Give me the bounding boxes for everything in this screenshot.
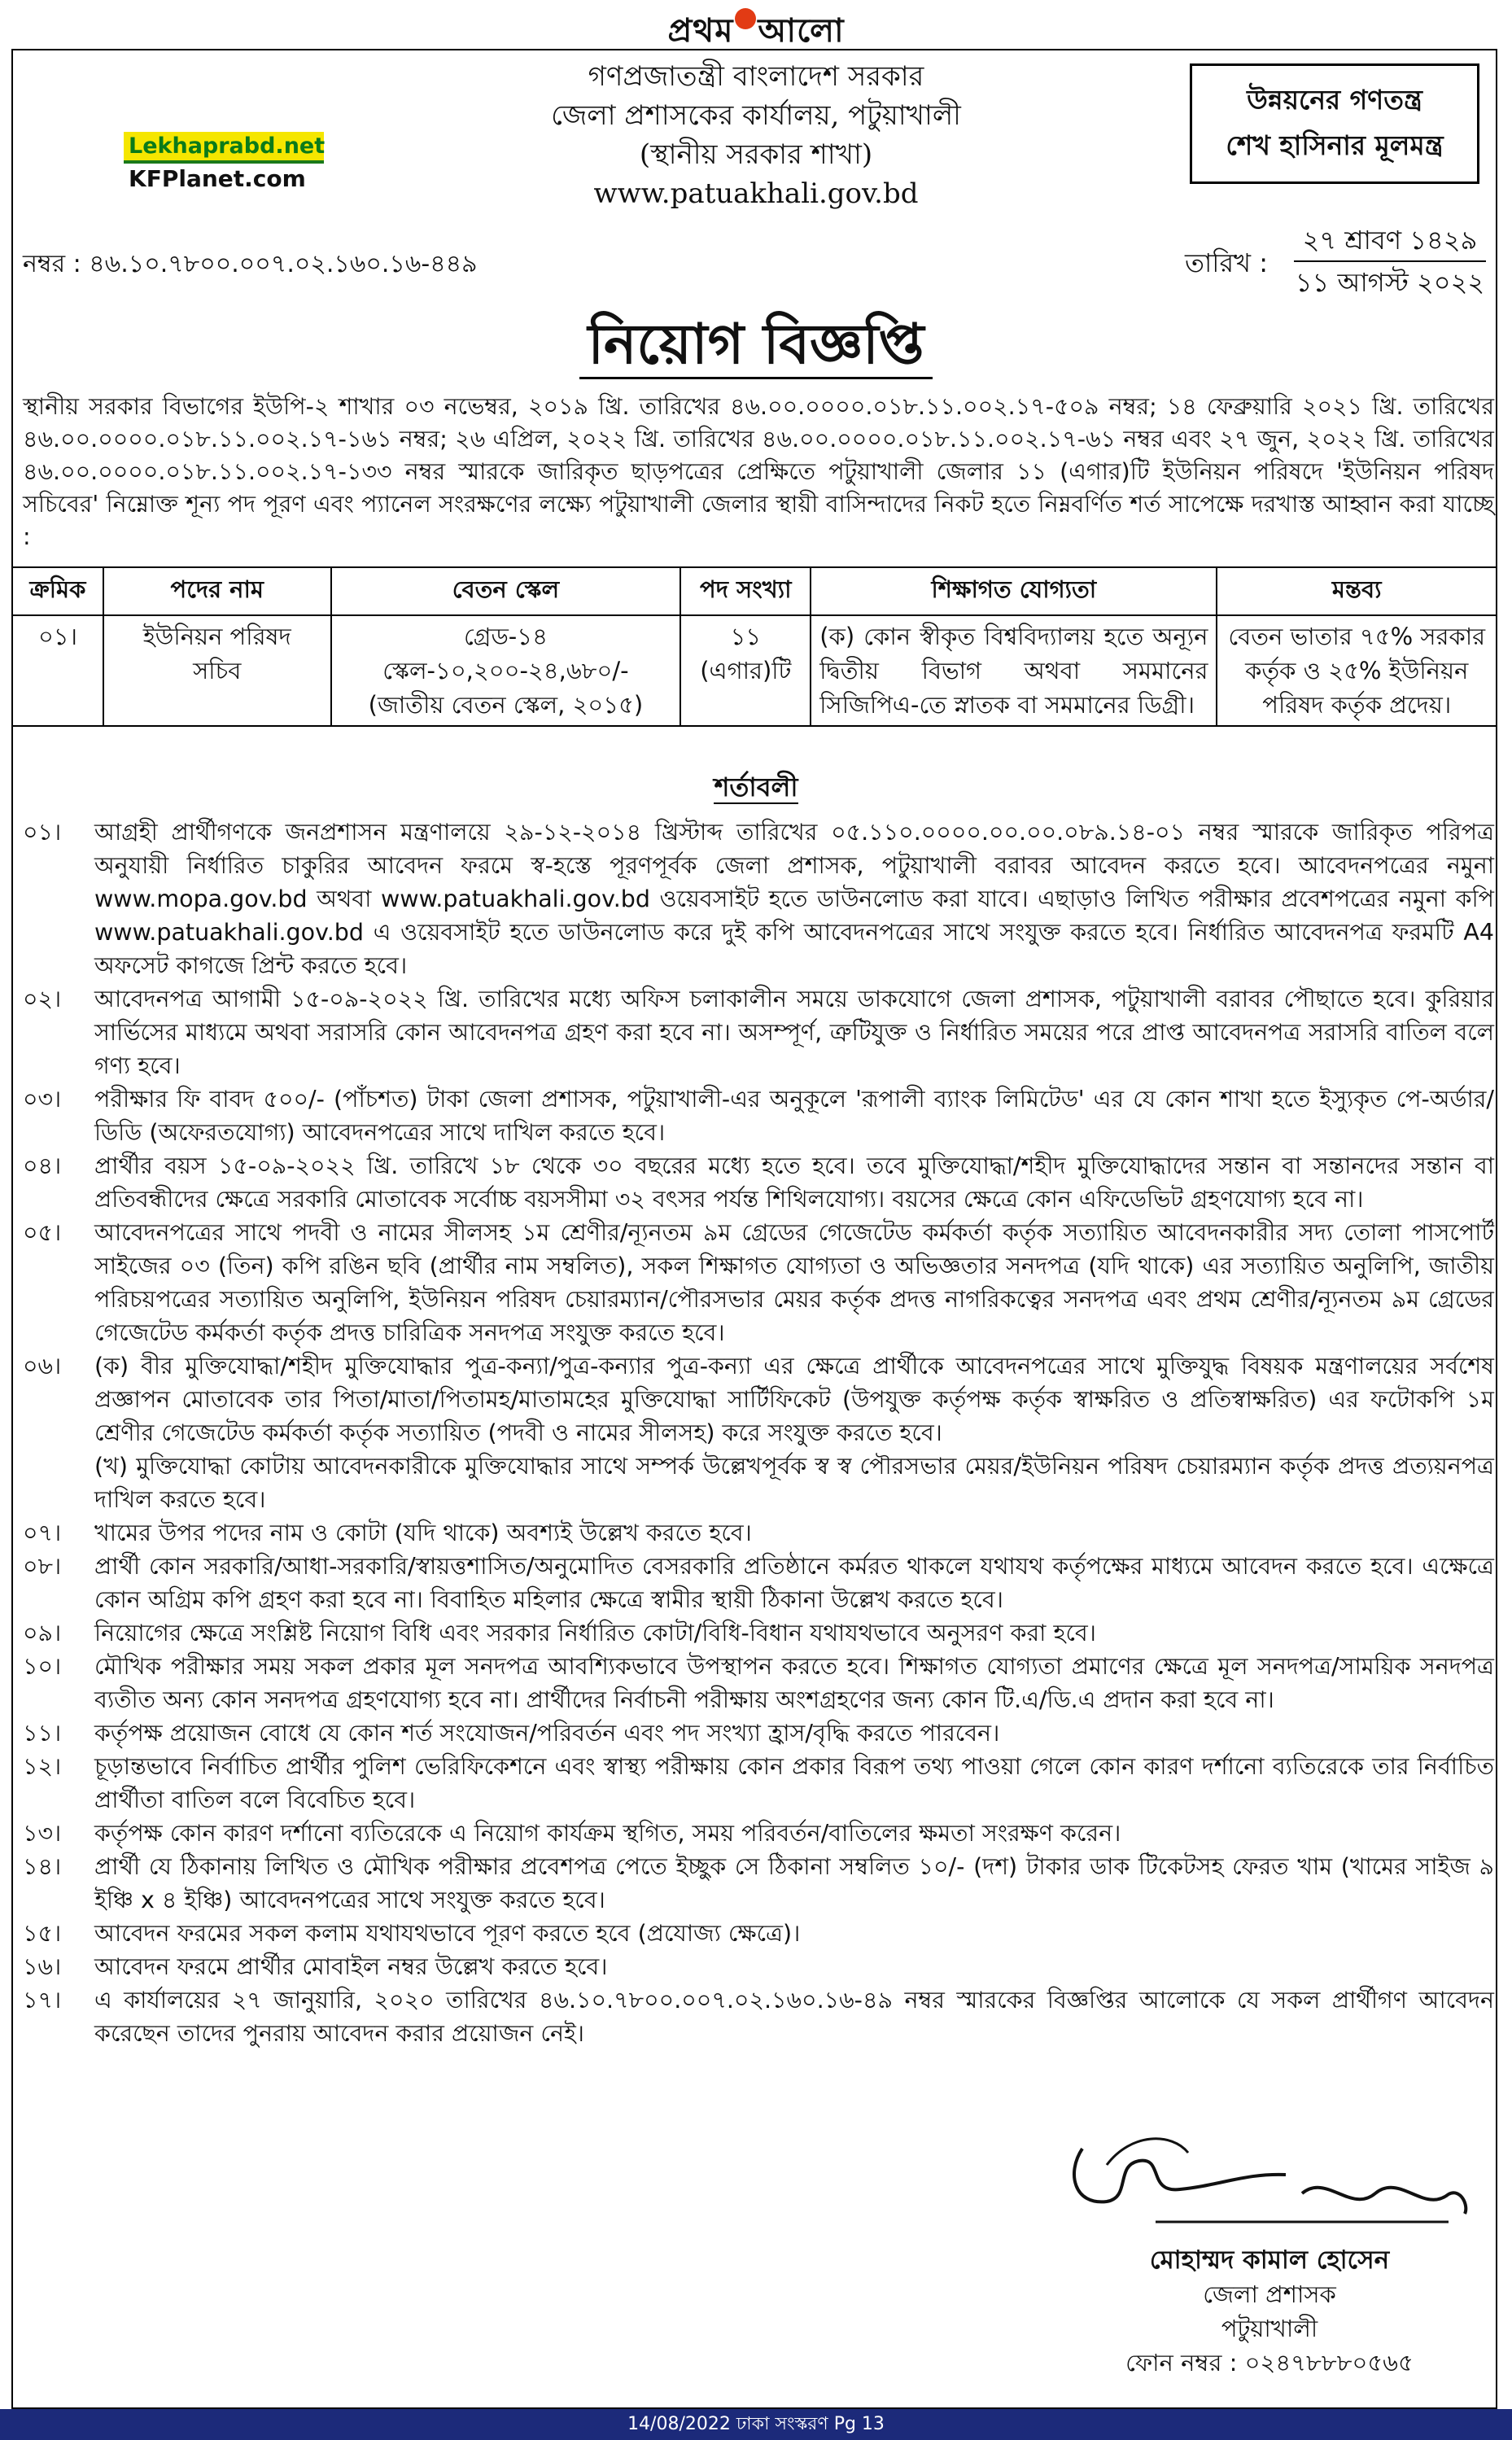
condition-number: ০৩। (23, 1086, 62, 1113)
condition-text: আবেদনপত্র আগামী ১৫-০৯-২০২২ খ্রি. তারিখের মধ্যে অফিস চলাকালীন সময়ে ডাকযোগে জেলা প্রশাসক, পটুয়াখালী বরাবর পৌছাতে হবে। কুরিয়ার সার্ভিসের মাধ্যমে অথবা সরাসরি কোন আবেদনপত্র গ্রহণ করা হবে না। অসম্পূর্ণ, ত্রুটিযুক্ত ও নির্ধারিত সময়ের পরে প্রাপ্ত আবেদনপত্র সরাসরি বাতিল বলে গণ্য হবে। (94, 986, 1494, 1079)
slogan-line2: শেখ হাসিনার মূলমন্ত্র (1226, 129, 1444, 161)
condition-number: ১৫। (23, 1920, 62, 1947)
officer-designation: জেলা প্রশাসক (1203, 2280, 1336, 2308)
intro-paragraph: স্থানীয় সরকার বিভাগের ইউপি-২ শাখার ০৩ নভেম্বর, ২০১৯ খ্রি. তারিখের ৪৬.০০.০০০০.০১৮.১১.০০২.১৭-৫০৯ নম্বর; ১৪ ফেব্রুয়ারি ২০২১ খ্রি. তারিখের ৪৬.০০.০০০০.০১৮.১১.০০২.১৭-১৬১ নম্বর; ২৬ এপ্রিল, ২০২২ খ্রি. তারিখের ৪৬.০০.০০০০.০১৮.১১.০০২.১৭-৬১ নম্বর এবং ২৭ জুন, ২০২২ খ্রি. তারিখের ৪৬.০০.০০০০.০১৮.১১.০০২.১৭-১৩৩ নম্বর স্মারকে জারিকৃত ছাড়পত্রের প্রেক্ষিতে পটুয়াখালী জেলার ১১ (এগার)টি ইউনিয়ন পরিষদে 'ইউনিয়ন পরিষদ সচিবের' নিম্নোক্ত শূন্য পদ পূরণ এবং প্যানেল সংরক্ষণের লক্ষ্যে পটুয়াখালী জেলার স্থায়ী বাসিন্দাদের নিকট হতে নিম্নবর্ণিত শর্ত সাপেক্ষে দরখাস্ত আহ্বান করা যাচ্ছে : (23, 393, 1494, 550)
watermark-line1: Lekhaprabd.net (124, 132, 324, 164)
condition-number: ১৭। (23, 1987, 62, 2014)
condition-item (23, 1850, 1494, 1917)
condition-subtext: (খ) মুক্তিযোদ্ধা কোটায় আবেদনকারীকে মুক্তিযোদ্ধার সাথে সম্পর্ক উল্লেখপূর্বক স্ব স্ব পৌরসভার মেয়র/ইউনিয়ন পরিষদ চেয়ারম্যান কর্তৃক প্রদত্ত প্রত্যয়নপত্র দাখিল করতে হবে। (94, 1453, 1494, 1513)
condition-number: ১৬। (23, 1953, 62, 1980)
header-line1: গণপ্রজাতন্ত্রী বাংলাদেশ সরকার (588, 60, 924, 93)
scale-line3: (জাতীয় বেতন স্কেল, ২০১৫) (368, 691, 644, 719)
col-header-remarks: মন্তব্য (1217, 567, 1497, 615)
post-line2: সচিব (193, 657, 242, 684)
col-header-count: পদ সংখ্যা (680, 567, 811, 615)
header-line2: জেলা প্রশাসকের কার্যালয়, পটুয়াখালী (551, 99, 961, 132)
condition-item (23, 1149, 1494, 1216)
condition-text: আবেদন ফরমের সকল কলাম যথাযথভাবে পূরণ করতে হবে (প্রযোজ্য ক্ষেত্রে)। (94, 1920, 801, 1947)
notice-title (0, 301, 1512, 394)
condition-text: প্রার্থী কোন সরকারি/আধা-সরকারি/স্বায়ত্তশাসিত/অনুমোদিত বেসরকারি প্রতিষ্ঠানে কর্মরত থাকলে যথাযথ কর্তৃপক্ষের মাধ্যমে আবেদন করতে হবে। এক্ষেত্রে কোন অগ্রিম কপি গ্রহণ করা হবে না। বিবাহিত মহিলার ক্ষেত্রে স্বামীর স্থায়ী ঠিকানা উল্লেখ করতে হবে। (94, 1553, 1494, 1613)
officer-name: মোহাম্মদ কামাল হোসেন (1149, 2245, 1390, 2275)
condition-text: আবেদনপত্রের সাথে পদবী ও নামের সীলসহ ১ম শ্রেণীর/ন্যূনতম ৯ম গ্রেডের গেজেটেড কর্মকর্তা কর্তৃক সত্যায়িত আবেদনকারীর সদ্য তোলা পাসপোর্ট সাইজের ০৩ (তিন) কপি রঙিন ছবি (প্রার্থীর নাম সম্বলিত), সকল শিক্ষাগত যোগ্যতা ও অভিজ্ঞতার সনদপত্র (যদি থাকে) এর সত্যায়িত অনুলিপি, জাতীয় পরিচয়পত্রের সত্যায়িত অনুলিপি, ইউনিয়ন পরিষদ চেয়ারম্যান/পৌরসভার মেয়র কর্তৃক প্রদত্ত নাগরিকত্বের সনদপত্র এবং প্রথম শ্রেণীর/ন্যূনতম ৯ম গ্রেডের গেজেটেড কর্মকর্তা কর্তৃক প্রদত্ত চারিত্রিক সনদপত্র সংযুক্ত করতে হবে। (94, 1219, 1494, 1346)
scale-line1: গ্রেড-১৪ (463, 623, 548, 650)
condition-number: ১১। (23, 1720, 62, 1747)
condition-item (23, 1650, 1494, 1716)
condition-item (23, 1516, 1494, 1550)
cell-qualification: (ক) কোন স্বীকৃত বিশ্ববিদ্যালয় হতে অন্যূন দ্বিতীয় বিভাগ অথবা সমমানের সিজিপিএ-তে স্নাতক বা সমমানের ডিগ্রী। (811, 615, 1217, 726)
count-line2: (এগার)টি (700, 657, 792, 684)
condition-text: এ কার্যালয়ের ২৭ জানুয়ারি, ২০২০ তারিখের ৪৬.১০.৭৮০০.০০৭.০২.১৬০.১৬-৪৯ নম্বর স্মারকের বিজ্ঞপ্তির আলোকে যে সকল প্রার্থীগণ আবেদন করেছেন তাদের পুনরায় আবেদন করার প্রয়োজন নেই। (94, 1987, 1494, 2047)
sun-icon (735, 8, 756, 29)
condition-item (23, 1616, 1494, 1650)
cell-count (680, 615, 811, 726)
memo-number: নম্বর : ৪৬.১০.৭৮০০.০০৭.০২.১৬০.১৬-৪৪৯ (23, 250, 478, 278)
condition-item (23, 1082, 1494, 1149)
header-line3: (স্থানীয় সরকার শাখা) (639, 138, 873, 171)
condition-number: ০৭। (23, 1520, 62, 1546)
condition-item (23, 1817, 1494, 1850)
officer-district: পটুয়াখালী (1221, 2315, 1318, 2342)
newspaper-masthead (0, 0, 1512, 50)
condition-item (23, 1750, 1494, 1817)
condition-number: ১৩। (23, 1820, 62, 1847)
date-bangla: ২৭ শ্রাবণ ১৪২৯ (1294, 220, 1486, 262)
officer-phone: ফোন নম্বর : ০২৪৭৮৮৮০৫৬৫ (1125, 2349, 1414, 2377)
condition-item (23, 1716, 1494, 1750)
logo-left-text: প্রথম (667, 11, 734, 50)
condition-text: নিয়োগের ক্ষেত্রে সংশ্লিষ্ট নিয়োগ বিধি এবং সরকার নির্ধারিত কোটা/বিধি-বিধান যথাযথভাবে অনুসরণ করা হবে। (94, 1620, 1096, 1646)
conditions-list (23, 816, 1494, 2050)
notice-title-text: নিয়োগ বিজ্ঞপ্তি (579, 312, 932, 379)
condition-item (23, 1950, 1494, 1983)
condition-number: ১৪। (23, 1853, 62, 1880)
condition-text: খামের উপর পদের নাম ও কোটা (যদি থাকে) অবশ্যই উল্লেখ করতে হবে। (94, 1520, 752, 1546)
condition-item (23, 1550, 1494, 1616)
condition-text: আবেদন ফরমে প্রার্থীর মোবাইল নম্বর উল্লেখ করতে হবে। (94, 1953, 608, 1980)
condition-text: চূড়ান্তভাবে নির্বাচিত প্রার্থীর পুলিশ ভেরিফিকেশনে এবং স্বাস্থ্য পরীক্ষায় কোন প্রকার বিরূপ তথ্য পাওয়া গেলে কোন কারণ দর্শানো ব্যতিরেকে তার নির্বাচিত প্রার্থীতা বাতিল বলে বিবেচিত হবে। (94, 1753, 1494, 1813)
date-label: তারিখ : (1185, 247, 1269, 278)
condition-text: প্রার্থী যে ঠিকানায় লিখিত ও মৌখিক পরীক্ষার প্রবেশপত্র পেতে ইচ্ছুক সে ঠিকানা সম্বলিত ১০/- (দশ) টাকার ডাক টিকেটসহ ফেরত খাম (খামের সাইজ ৯ ইঞ্চি x ৪ ইঞ্চি) আবেদনপত্রের সাথে সংযুক্ত করতে হবে। (94, 1853, 1494, 1913)
date-box (1294, 220, 1486, 303)
condition-item (23, 1983, 1494, 2050)
condition-number: ১০। (23, 1653, 62, 1680)
conditions-title-text: শর্তাবলী (714, 772, 798, 802)
officer-block (1058, 2243, 1481, 2380)
condition-text: কর্তৃপক্ষ প্রয়োজন বোধে যে কোন শর্ত সংযোজন/পরিবর্তন এবং পদ সংখ্যা হ্রাস/বৃদ্ধি করতে পারবেন। (94, 1720, 1000, 1747)
cell-remarks: বেতন ভাতার ৭৫% সরকার কর্তৃক ও ২৫% ইউনিয়ন পরিষদ কর্তৃক প্রদেয়। (1217, 615, 1497, 726)
slogan-line1: উন্নয়নের গণতন্ত্র (1247, 84, 1422, 116)
cell-post (103, 615, 331, 726)
condition-item (23, 1917, 1494, 1950)
condition-item (23, 1216, 1494, 1349)
page-footer: 14/08/2022 ঢাকা সংস্করণ Pg 13 (0, 2409, 1512, 2440)
condition-number: ১২। (23, 1753, 62, 1780)
condition-number: ০১। (23, 819, 62, 846)
condition-item (23, 982, 1494, 1082)
condition-text: পরীক্ষার ফি বাবদ ৫০০/- (পাঁচশত) টাকা জেলা প্রশাসক, পটুয়াখালী-এর অনুকূলে 'রূপালী ব্যাংক লিমিটেড' এর যে কোন শাখা হতে ইস্যুকৃত পে-অর্ডার/ডিডি (অফেরতযোগ্য) আবেদনপত্রের সাথে দাখিল করতে হবে। (94, 1086, 1494, 1146)
condition-number: ০৫। (23, 1219, 62, 1246)
condition-text: প্রার্থীর বয়স ১৫-০৯-২০২২ খ্রি. তারিখে ১৮ থেকে ৩০ বছরের মধ্যে হতে হবে। তবে মুক্তিযোদ্ধা/শহীদ মুক্তিযোদ্ধাদের সন্তান বা সন্তানদের সন্তান বা প্রতিবন্ধীদের ক্ষেত্রে সরকারি মোতাবেক সর্বোচ্চ বয়সসীমা ৩২ বৎসর পর্যন্ত শিথিলযোগ্য। বয়সের ক্ষেত্রে কোন এফিডেভিট গ্রহণযোগ্য হবে না। (94, 1152, 1494, 1213)
condition-text: (ক) বীর মুক্তিযোদ্ধা/শহীদ মুক্তিযোদ্ধার পুত্র-কন্যা/পুত্র-কন্যার পুত্র-কন্যা এর ক্ষেত্রে প্রার্থীকে আবেদনপত্রের সাথে মুক্তিযুদ্ধ বিষয়ক মন্ত্রণালয়ের সর্বশেষ প্রজ্ঞাপন মোতাবেক তার পিতা/মাতা/পিতামহ/মাতামহের মুক্তিযোদ্ধা সার্টিফিকেট (উপযুক্ত কর্তৃপক্ষ কর্তৃক স্বাক্ষরিত ও প্রতিস্বাক্ষরিত) এর ফটোকপি ১ম শ্রেণীর গেজেটেড কর্মকর্তা কর্তৃক সত্যায়িত (পদবী ও নামের সীলসহ) করে সংযুক্ত করতে হবে। (94, 1353, 1494, 1446)
logo-right-text: আলো (758, 11, 845, 50)
condition-number: ০৪। (23, 1152, 62, 1179)
handwritten-signature (1058, 2116, 1481, 2238)
posts-table (11, 566, 1497, 727)
header-website: www.patuakhali.gov.bd (593, 177, 919, 210)
cell-serial: ০১। (12, 615, 103, 726)
condition-item (23, 1349, 1494, 1516)
signature-scribble (1058, 2116, 1481, 2238)
slogan-box (1190, 63, 1479, 184)
col-header-serial: ক্রমিক (12, 567, 103, 615)
condition-text-group (94, 1349, 1494, 1516)
condition-text: কর্তৃপক্ষ কোন কারণ দর্শানো ব্যতিরেকে এ নিয়োগ কার্যক্রম স্থগিত, সময় পরিবর্তন/বাতিলের ক্ষমতা সংরক্ষণ করেন। (94, 1820, 1121, 1847)
col-header-scale: বেতন স্কেল (331, 567, 681, 615)
condition-number: ০২। (23, 986, 62, 1012)
condition-item (23, 816, 1494, 982)
condition-number: ০৮। (23, 1553, 62, 1580)
watermark-line2: KFPlanet.com (129, 165, 306, 192)
table-header-row (12, 567, 1497, 615)
col-header-post: পদের নাম (103, 567, 331, 615)
scale-line2: স্কেল-১০,২০০-২৪,৬৮০/- (382, 657, 629, 684)
cell-scale (331, 615, 681, 726)
col-header-qualification: শিক্ষাগত যোগ্যতা (811, 567, 1217, 615)
count-line1: ১১ (730, 623, 762, 650)
table-row (12, 615, 1497, 726)
condition-number: ০৬। (23, 1353, 62, 1380)
condition-text: মৌখিক পরীক্ষার সময় সকল প্রকার মূল সনদপত্র আবশ্যিকভাবে উপস্থাপন করতে হবে। শিক্ষাগত যোগ্যতা প্রমাণের ক্ষেত্রে মূল সনদপত্র/সাময়িক সনদপত্র ব্যতীত অন্য কোন সনদপত্র গ্রহণযোগ্য হবে না। প্রার্থীদের নির্বাচনী পরীক্ষায় অংশগ্রহণের জন্য কোন টি.এ/ডি.এ প্রদান করা হবে না। (94, 1653, 1494, 1713)
conditions-title (0, 767, 1512, 811)
post-line1: ইউনিয়ন পরিষদ (142, 623, 291, 650)
condition-text: আগ্রহী প্রার্থীগণকে জনপ্রশাসন মন্ত্রণালয়ে ২৯-১২-২০১৪ খ্রিস্টাব্দ তারিখের ০৫.১১০.০০০০.০০.০০.০৮৯.১৪-০১ নম্বর স্মারকে জারিকৃত পরিপত্র অনুযায়ী নির্ধারিত চাকুরির আবেদন ফরমে স্ব-হস্তে পূরণপূর্বক জেলা প্রশাসক, পটুয়াখালী বরাবর আবেদন করতে হবে। আবেদনপত্রের নমুনা www.mopa.gov.bd অথবা www.patuakhali.gov.bd ওয়েবসাইট হতে ডাউনলোড করা যাবে। এছাড়াও লিখিত পরীক্ষার প্রবেশপত্রের নমুনা কপি www.patuakhali.gov.bd এ ওয়েবসাইট হতে ডাউনলোড করে দুই কপি আবেদনপত্রের সাথে সংযুক্ত করতে হবে। নির্ধারিত আবেদনপত্র ফরমটি A4 অফসেট কাগজে প্রিন্ট করতে হবে। (94, 819, 1494, 979)
date-english: ১১ আগস্ট ২০২২ (1295, 267, 1485, 298)
condition-number: ০৯। (23, 1620, 62, 1646)
